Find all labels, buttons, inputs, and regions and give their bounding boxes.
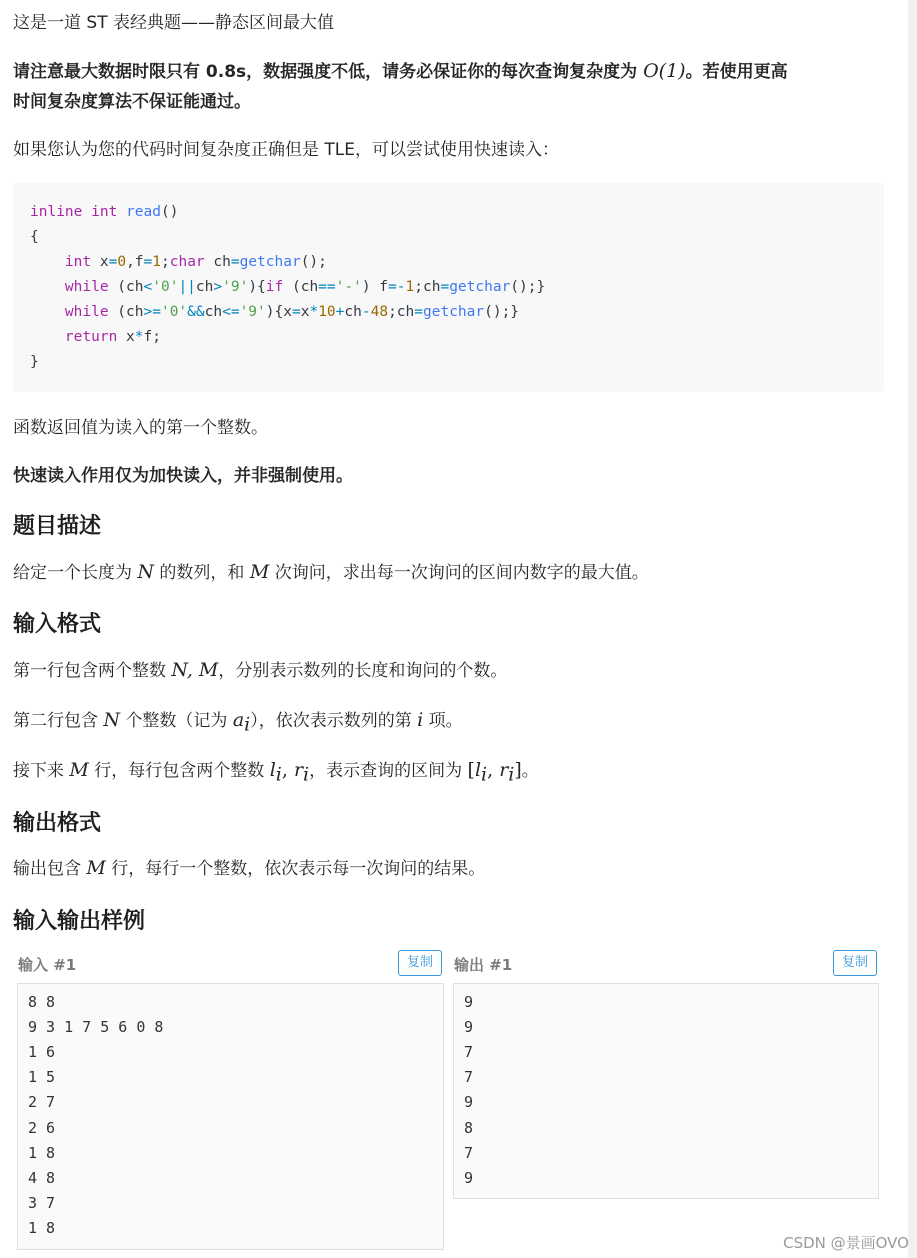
- section-title-samples: 输入输出样例: [13, 909, 146, 934]
- input-format-line2: 第二行包含 N 个整数（记为 $a_i$），依次表示数列的第 i 项。: [13, 709, 463, 736]
- code-line: while (ch<'0'||ch>'9'){if (ch=='-') f=-1;ch=getchar();}: [64, 279, 546, 295]
- sample-line: 3 7: [28, 1193, 56, 1212]
- sample-line: 1 8: [28, 1218, 56, 1237]
- sample-line: 9 3 1 7 5 6 0 8: [28, 1018, 164, 1037]
- return-note: 函数返回值为读入的第一个整数。: [13, 418, 268, 438]
- sample-line: 7: [464, 1068, 474, 1087]
- fast-read-note: 快速读入作用仅为加快读入，并非强制使用。: [13, 466, 353, 486]
- copy-output-button[interactable]: 复制: [833, 950, 877, 976]
- sample-line: 9: [464, 1018, 474, 1037]
- complexity-math: O(1): [643, 60, 686, 82]
- sample-line: 9: [464, 993, 474, 1011]
- copy-input-button[interactable]: 复制: [398, 950, 442, 976]
- sample-line: 4 8: [28, 1168, 56, 1187]
- warning-text: 请注意最大数据时限只有 0.8s，数据强度不低，请务必保证你的每次查询复杂度为: [13, 62, 644, 82]
- code-line: return x*f;: [64, 329, 161, 345]
- sample-line: 8: [464, 1118, 474, 1137]
- time-limit-warning-line2: 时间复杂度算法不保证能通过。: [13, 92, 251, 112]
- section-title-description: 题目描述: [13, 514, 102, 539]
- sample-line: 7: [464, 1043, 474, 1062]
- code-line: {: [30, 229, 39, 245]
- input-format-line1: 第一行包含两个整数 N, M，分别表示数列的长度和询问的个数。: [13, 659, 508, 681]
- output-format-text: 输出包含 M 行，每行一个整数，依次表示每一次询问的结果。: [13, 857, 486, 879]
- sample-line: 8 8: [28, 993, 56, 1011]
- sample-line: 2 6: [28, 1118, 56, 1137]
- code-line: }: [30, 354, 39, 370]
- warning-text-tail: 。若使用更高: [685, 62, 788, 82]
- sample-line: 9: [464, 1093, 474, 1112]
- tle-hint: 如果您认为您的代码时间复杂度正确但是 TLE，可以尝试使用快速读入：: [13, 140, 559, 160]
- sample-line: 1 6: [28, 1043, 56, 1062]
- sample-line: 1 8: [28, 1143, 56, 1162]
- watermark: CSDN @景画OVO: [783, 1234, 909, 1252]
- code-line: int x=0,f=1;char ch=getchar();: [64, 254, 327, 270]
- sample-input-box[interactable]: [17, 983, 444, 1250]
- input-format-line3: 接下来 M 行，每行包含两个整数 $l_i$, $r_i$，表示查询的区间为 [$l_i$, $r_i$]。: [13, 759, 539, 786]
- time-limit-warning: [13, 58, 788, 85]
- sample-line: 2 7: [28, 1093, 56, 1112]
- sample-output-box[interactable]: [453, 983, 879, 1199]
- sample-line: 9: [464, 1168, 474, 1187]
- code-line: inline int read(): [30, 204, 179, 220]
- sample-line: 7: [464, 1143, 474, 1162]
- description-text: 给定一个长度为 N 的数列，和 M 次询问，求出每一次询问的区间内数字的最大值。: [13, 561, 649, 583]
- section-title-output: 输出格式: [13, 811, 102, 836]
- fast-read-code-block[interactable]: [13, 183, 884, 392]
- section-title-input: 输入格式: [13, 612, 102, 637]
- code-line: while (ch>='0'&&ch<='9'){x=x*10+ch-48;ch=getchar();}: [64, 304, 520, 320]
- scrollbar[interactable]: [908, 0, 917, 1258]
- intro-line: 这是一道 ST 表经典题——静态区间最大值: [13, 13, 334, 33]
- sample-line: 1 5: [28, 1068, 56, 1087]
- sample-input-label: 输入 #1: [18, 956, 77, 974]
- sample-output-label: 输出 #1: [454, 956, 513, 974]
